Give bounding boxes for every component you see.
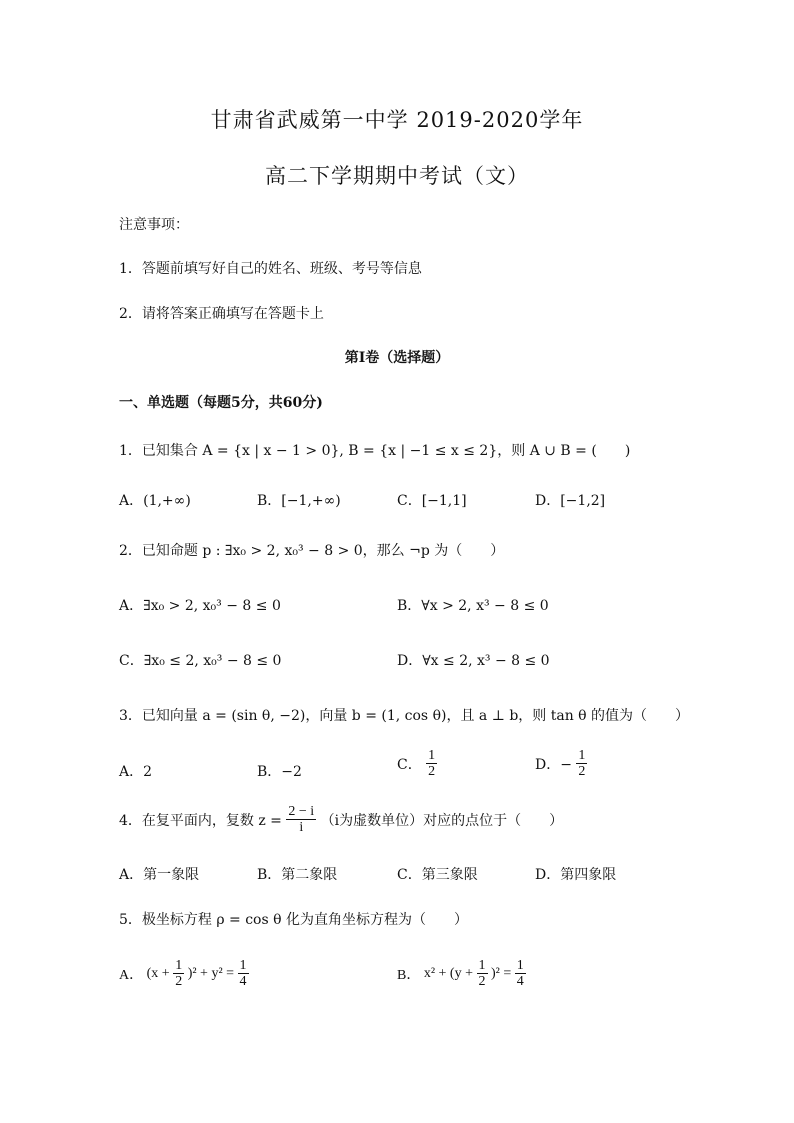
question-1-stem: 1．已知集合 A = {x | x − 1 > 0}, B = {x | −1 ≤ x ≤ 2}，则 A ∪ B = ( ) [119, 443, 631, 459]
option-a-expr-post: )² + y² = [187, 965, 238, 981]
question-5-option-b [397, 958, 526, 990]
question-4-option-b: B．第二象限 [257, 867, 338, 883]
fraction-denominator: 2 [175, 974, 183, 990]
question-1-option-d: D．[−1,2] [535, 493, 606, 509]
option-b-expr-pre: x² + (y + [423, 965, 477, 981]
option-b-expr-post: )² = [491, 965, 515, 981]
question-4-option-c: C．第三象限 [397, 867, 478, 883]
question-4-option-a: A．第一象限 [119, 867, 200, 883]
fraction-one-quarter [238, 958, 249, 990]
question-4-stem [119, 804, 563, 836]
question-3-option-b: B．−2 [257, 764, 302, 780]
section-heading: 一、单选题（每题5分，共60分) [119, 395, 323, 411]
exam-title-line1: 甘肃省武威第一中学 2019-2020学年 [210, 108, 584, 132]
fraction-one-half [173, 958, 184, 990]
notes-heading: 注意事项： [119, 217, 189, 233]
fraction-denominator: 4 [516, 974, 524, 990]
question-2-option-a: A．∃x₀ > 2, x₀³ − 8 ≤ 0 [119, 598, 281, 614]
fraction-numerator: 2 − i [288, 804, 315, 819]
fraction-numerator: 1 [516, 958, 524, 973]
question-2-option-d: D．∀x ≤ 2, x³ − 8 ≤ 0 [397, 653, 550, 669]
fraction-numerator: 1 [478, 958, 486, 973]
question-4-prefix: 4．在复平面内，复数 z = [119, 812, 282, 829]
option-b-label: B． [397, 967, 421, 983]
fraction-denominator: 2 [578, 764, 586, 780]
fraction-numerator: 1 [175, 958, 183, 973]
fraction-denominator: 4 [239, 974, 247, 990]
fraction-denominator: 2 [428, 764, 436, 780]
fraction-one-half [576, 748, 587, 780]
question-4-suffix: （i为虚数单位）对应的点位于（ ） [320, 812, 564, 829]
question-2-stem: 2．已知命题 p : ∃x₀ > 2, x₀³ − 8 > 0，那么 ¬p 为（ ） [119, 543, 505, 559]
fraction-one-half [477, 958, 488, 990]
option-a-expr-pre: (x + [146, 965, 174, 981]
question-2-option-b: B．∀x > 2, x³ − 8 ≤ 0 [397, 598, 549, 614]
question-2-option-c: C．∃x₀ ≤ 2, x₀³ − 8 ≤ 0 [119, 653, 282, 669]
exam-title-line2: 高二下学期期中考试（文） [265, 164, 529, 188]
option-c-label: C． [397, 756, 422, 773]
fraction-numerator: 1 [239, 958, 247, 973]
question-3-option-c [397, 748, 437, 780]
note-item-1: 1．答题前填写好自己的姓名、班级、考号等信息 [119, 261, 422, 277]
question-3-stem: 3．已知向量 a = (sin θ, −2)，向量 b = (1, cos θ)，且 a ⊥ b，则 tan θ 的值为（ ） [119, 708, 690, 724]
fraction-one-half [426, 748, 437, 780]
fraction-complex-z [286, 804, 316, 836]
fraction-one-quarter [515, 958, 526, 990]
note-item-2: 2．请将答案正确填写在答题卡上 [119, 306, 324, 322]
question-4-option-d: D．第四象限 [535, 867, 617, 883]
option-d-label: D．− [535, 756, 572, 773]
fraction-numerator: 1 [578, 748, 586, 763]
question-3-option-d [535, 748, 587, 780]
question-1-option-b: B．[−1,+∞) [257, 493, 341, 509]
question-5-stem: 5．极坐标方程 ρ = cos θ 化为直角坐标方程为（ ） [119, 912, 469, 928]
question-1-option-a: A．(1,+∞) [119, 493, 191, 509]
volume-heading: 第I卷（选择题） [344, 350, 450, 366]
fraction-denominator: 2 [478, 974, 486, 990]
option-a-label: A． [119, 967, 144, 983]
question-1-option-c: C．[−1,1] [397, 493, 467, 509]
fraction-denominator: i [299, 820, 304, 836]
question-3-option-a: A．2 [119, 764, 153, 780]
fraction-numerator: 1 [428, 748, 436, 763]
question-5-option-a [119, 958, 249, 990]
